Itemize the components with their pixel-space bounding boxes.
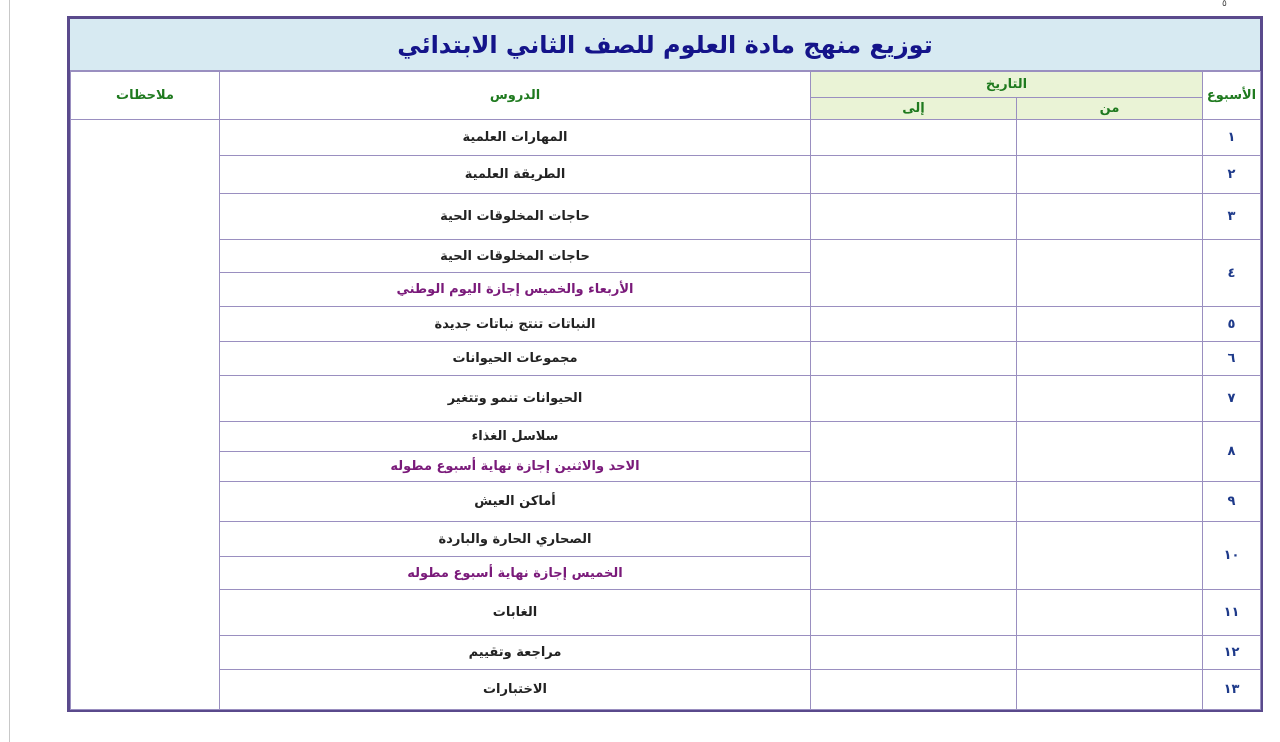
week-number: ٥ xyxy=(1203,307,1261,342)
date-to-cell[interactable] xyxy=(811,342,1017,376)
table-row xyxy=(71,376,1261,422)
date-from-cell[interactable] xyxy=(1017,194,1203,240)
header-to: إلى xyxy=(811,98,1017,120)
table-row xyxy=(71,156,1261,194)
date-to-cell[interactable] xyxy=(811,482,1017,522)
page-title: توزيع منهج مادة العلوم للصف الثاني الابتدائي xyxy=(70,19,1260,71)
date-from-cell[interactable] xyxy=(1017,522,1203,590)
week-number: ٢ xyxy=(1203,156,1261,194)
header-notes: ملاحظات xyxy=(71,72,220,120)
lesson-cell: الصحاري الحارة والباردة xyxy=(220,522,811,557)
week-number: ٤ xyxy=(1203,240,1261,307)
notes-cell[interactable] xyxy=(71,120,220,710)
date-to-cell[interactable] xyxy=(811,240,1017,307)
lesson-cell: المهارات العلمية xyxy=(220,120,811,156)
table-row xyxy=(71,522,1261,557)
table-row xyxy=(71,342,1261,376)
date-to-cell[interactable] xyxy=(811,194,1017,240)
lesson-cell: حاجات المخلوقات الحية xyxy=(220,240,811,273)
lesson-cell: النباتات تنتج نباتات جديدة xyxy=(220,307,811,342)
date-from-cell[interactable] xyxy=(1017,482,1203,522)
week-number: ١٣ xyxy=(1203,670,1261,710)
date-from-cell[interactable] xyxy=(1017,307,1203,342)
header-lessons: الدروس xyxy=(220,72,811,120)
date-from-cell[interactable] xyxy=(1017,422,1203,482)
week-number: ٧ xyxy=(1203,376,1261,422)
week-number: ١٢ xyxy=(1203,636,1261,670)
date-from-cell[interactable] xyxy=(1017,240,1203,307)
week-number: ٨ xyxy=(1203,422,1261,482)
date-to-cell[interactable] xyxy=(811,307,1017,342)
holiday-note: الخميس إجازة نهاية أسبوع مطوله xyxy=(220,557,811,590)
date-to-cell[interactable] xyxy=(811,156,1017,194)
table-row xyxy=(71,670,1261,710)
lesson-cell: سلاسل الغذاء xyxy=(220,422,811,452)
curriculum-table xyxy=(70,71,1261,710)
date-from-cell[interactable] xyxy=(1017,120,1203,156)
lesson-cell: مراجعة وتقييم xyxy=(220,636,811,670)
lesson-cell: الطريقة العلمية xyxy=(220,156,811,194)
table-row xyxy=(71,590,1261,636)
lesson-cell: الغابات xyxy=(220,590,811,636)
header-date: التاريخ xyxy=(811,72,1203,98)
week-number: ٦ xyxy=(1203,342,1261,376)
date-from-cell[interactable] xyxy=(1017,342,1203,376)
table-row xyxy=(71,482,1261,522)
week-number: ١ xyxy=(1203,120,1261,156)
header-week: الأسبوع xyxy=(1203,72,1261,120)
corner-mark: ٥ xyxy=(1222,0,1227,9)
lesson-cell: مجموعات الحيوانات xyxy=(220,342,811,376)
week-number: ١١ xyxy=(1203,590,1261,636)
week-number: ٣ xyxy=(1203,194,1261,240)
date-to-cell[interactable] xyxy=(811,376,1017,422)
date-from-cell[interactable] xyxy=(1017,636,1203,670)
date-to-cell[interactable] xyxy=(811,636,1017,670)
holiday-note: الاحد والاثنين إجازة نهاية أسبوع مطوله xyxy=(220,452,811,482)
date-from-cell[interactable] xyxy=(1017,156,1203,194)
header-from: من xyxy=(1017,98,1203,120)
date-to-cell[interactable] xyxy=(811,590,1017,636)
table-row xyxy=(71,422,1261,452)
table-row xyxy=(71,120,1261,156)
date-to-cell[interactable] xyxy=(811,522,1017,590)
holiday-note: الأربعاء والخميس إجازة اليوم الوطني xyxy=(220,273,811,307)
lesson-cell: الحيوانات تنمو وتتغير xyxy=(220,376,811,422)
week-number: ١٠ xyxy=(1203,522,1261,590)
table-row xyxy=(71,636,1261,670)
page-edge-line xyxy=(9,0,10,742)
table-row xyxy=(71,240,1261,273)
curriculum-frame xyxy=(67,16,1263,712)
date-from-cell[interactable] xyxy=(1017,590,1203,636)
date-to-cell[interactable] xyxy=(811,670,1017,710)
table-row xyxy=(71,307,1261,342)
lesson-cell: الاختبارات xyxy=(220,670,811,710)
date-to-cell[interactable] xyxy=(811,422,1017,482)
week-number: ٩ xyxy=(1203,482,1261,522)
table-row xyxy=(71,194,1261,240)
date-from-cell[interactable] xyxy=(1017,670,1203,710)
lesson-cell: أماكن العيش xyxy=(220,482,811,522)
date-from-cell[interactable] xyxy=(1017,376,1203,422)
date-to-cell[interactable] xyxy=(811,120,1017,156)
lesson-cell: حاجات المخلوقات الحية xyxy=(220,194,811,240)
